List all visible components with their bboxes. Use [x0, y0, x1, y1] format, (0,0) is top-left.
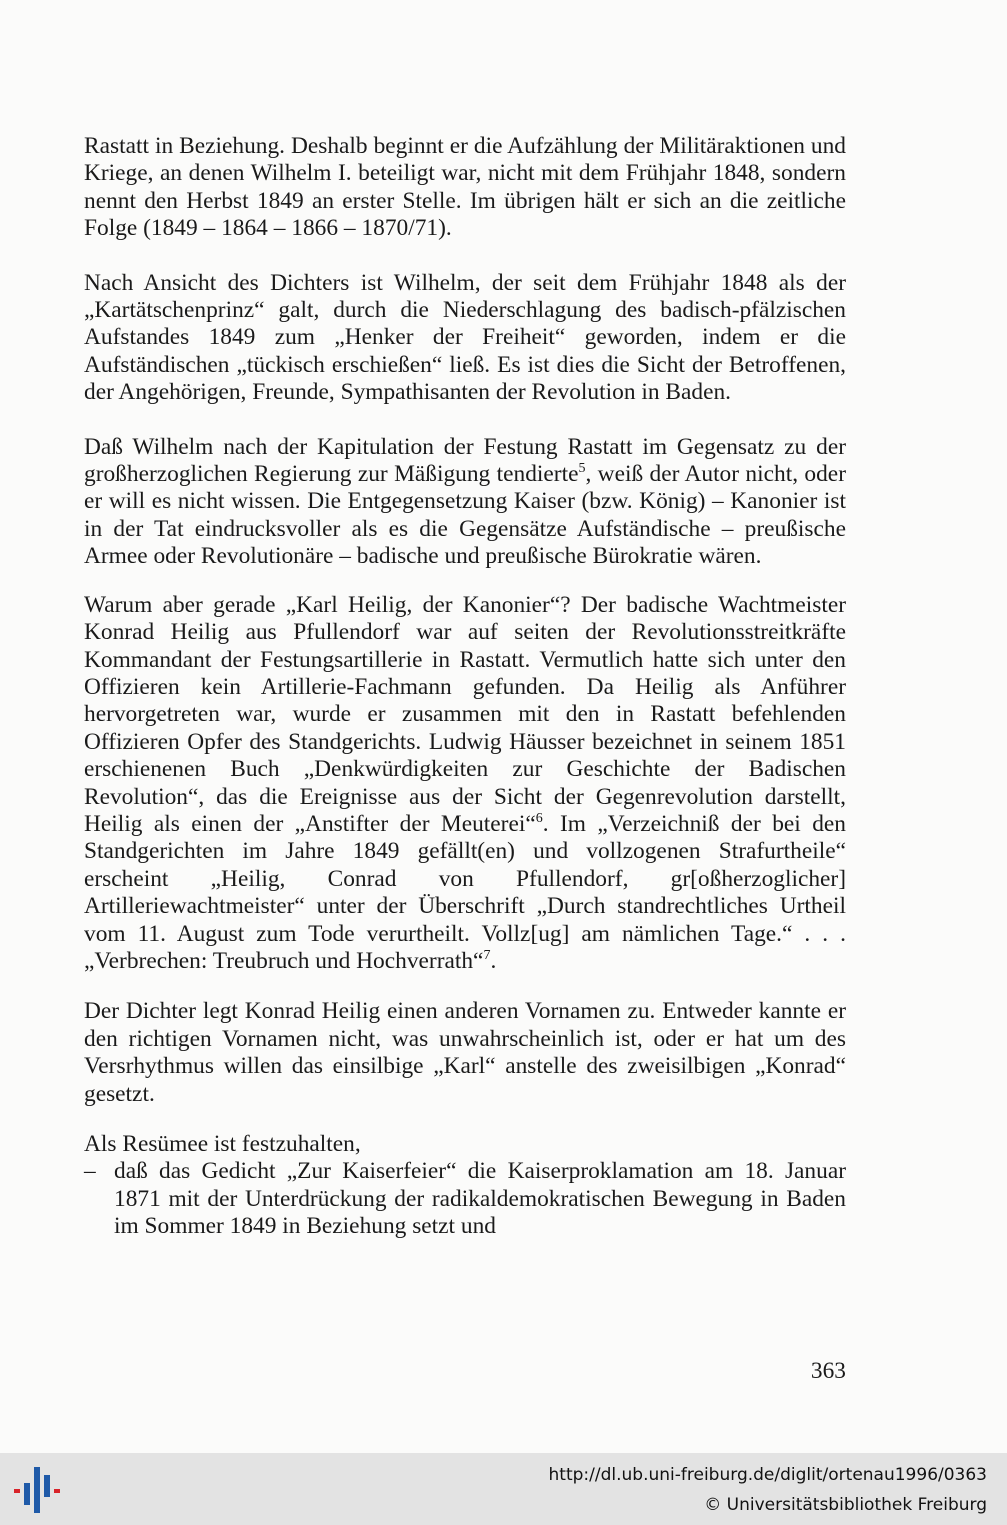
paragraph-4-text-b: . Im „Verzeichniß der bei den Standgerichten im Jahre 1849 gefällt(en) und vollzogenen Strafurtheile“ erscheint „Heilig, Conrad von Pfullendorf, gr[oßherzoglicher] Artilleriewachtmeister“ unter der Überschrift „Durch standrechtliches Urtheil vom 11. August zum Tode verurtheilt. Vollz[ug] am nämlichen Tage.“ . . . „Verbrechen: Treubruch und Hochverrath“	[84, 810, 846, 974]
list-item-text: daß das Gedicht „Zur Kaiserfeier“ die Kaiserproklamation am 18. Januar 1871 mit der Unterdrückung der radikaldemokratischen Bewegung in Baden im Sommer 1849 in Beziehung setzt und	[114, 1158, 846, 1240]
footer-bar	[0, 1453, 1007, 1525]
paragraph-2: Nach Ansicht des Dichters ist Wilhelm, der seit dem Frühjahr 1848 als der „Kartätschenprinz“ galt, durch die Niederschlagung des badisch-pfälzischen Aufstandes 1849 zum „Henker der Freiheit“ geworden, indem er die Aufständischen „tückisch erschießen“ ließ. Es ist dies die Sicht der Betroffenen, der Angehörigen, Freunde, Sympathisanten der Revolution in Baden.	[84, 269, 846, 406]
page-number: 363	[810, 1358, 846, 1384]
body-text	[84, 133, 846, 1241]
footnote-ref-5: 5	[578, 461, 586, 477]
paragraph-3-text-b: , weiß der Autor nicht, oder er will es nicht wissen. Die Entgegensetzung Kaiser (bzw. König) – Kanonier ist in der Tat eindrucksvoller als es die Gegensätze Aufständische – preußische Armee oder Revolutionäre – badische und preußische Bürokratie wären.	[84, 461, 846, 570]
footnote-ref-6: 6	[535, 811, 543, 827]
copyright-text: © Universitätsbibliothek Freiburg	[704, 1495, 987, 1515]
source-url-link[interactable]: http://dl.ub.uni-freiburg.de/diglit/ortenau1996/0363	[548, 1465, 987, 1485]
paragraph-4-text-c: .	[490, 947, 497, 974]
paragraph-1: Rastatt in Beziehung. Deshalb beginnt er die Aufzählung der Militäraktionen und Kriege, an denen Wilhelm I. beteiligt war, nicht mit dem Frühjahr 1848, sondern nennt den Herbst 1849 an erster Stelle. Im übrigen hält er sich an die zeitliche Folge (1849 – 1864 – 1866 – 1870/71).	[84, 133, 846, 242]
library-logo-icon	[12, 1465, 64, 1515]
list-item	[84, 1158, 846, 1240]
list-dash: –	[84, 1158, 96, 1185]
footnote-ref-7: 7	[483, 948, 491, 964]
paragraph-4-text-a: Warum aber gerade „Karl Heilig, der Kanonier“? Der badische Wachtmeister Konrad Heilig aus Pfullendorf war auf seiten der Revolutionsstreitkräfte Kommandant der Festungsartillerie in Rastatt. Vermutlich hatte sich unter den Offizieren kein Artillerie-Fachmann gefunden. Da Heilig als Anführer hervorgetreten war, wurde er zusammen mit den in Rastatt befehlenden Offizieren Opfer des Standgerichts. Ludwig Häusser bezeichnet in seinem 1851 erschienenen Buch „Denkwürdigkeiten zur Geschichte der Badischen Revolution“, das die Ereignisse aus der Sicht der Gegenrevolution darstellt, Heilig als einen der „Anstifter der Meuterei“	[84, 591, 846, 837]
paragraph-5: Der Dichter legt Konrad Heilig einen anderen Vornamen zu. Entweder kannte er den richtigen Vornamen nicht, was unwahrscheinlich ist, oder er hat um des Versrhythmus willen das einsilbige „Karl“ anstelle des zweisilbigen „Konrad“ gesetzt.	[84, 998, 846, 1107]
paragraph-6: Als Resümee ist festzuhalten,	[84, 1131, 361, 1157]
paragraph-3	[84, 434, 846, 571]
paragraph-4	[84, 592, 846, 976]
paragraph-3-text-a: Daß Wilhelm nach der Kapitulation der Festung Rastatt im Gegensatz zu der großherzoglichen Regierung zur Mäßigung tendierte	[84, 433, 846, 488]
